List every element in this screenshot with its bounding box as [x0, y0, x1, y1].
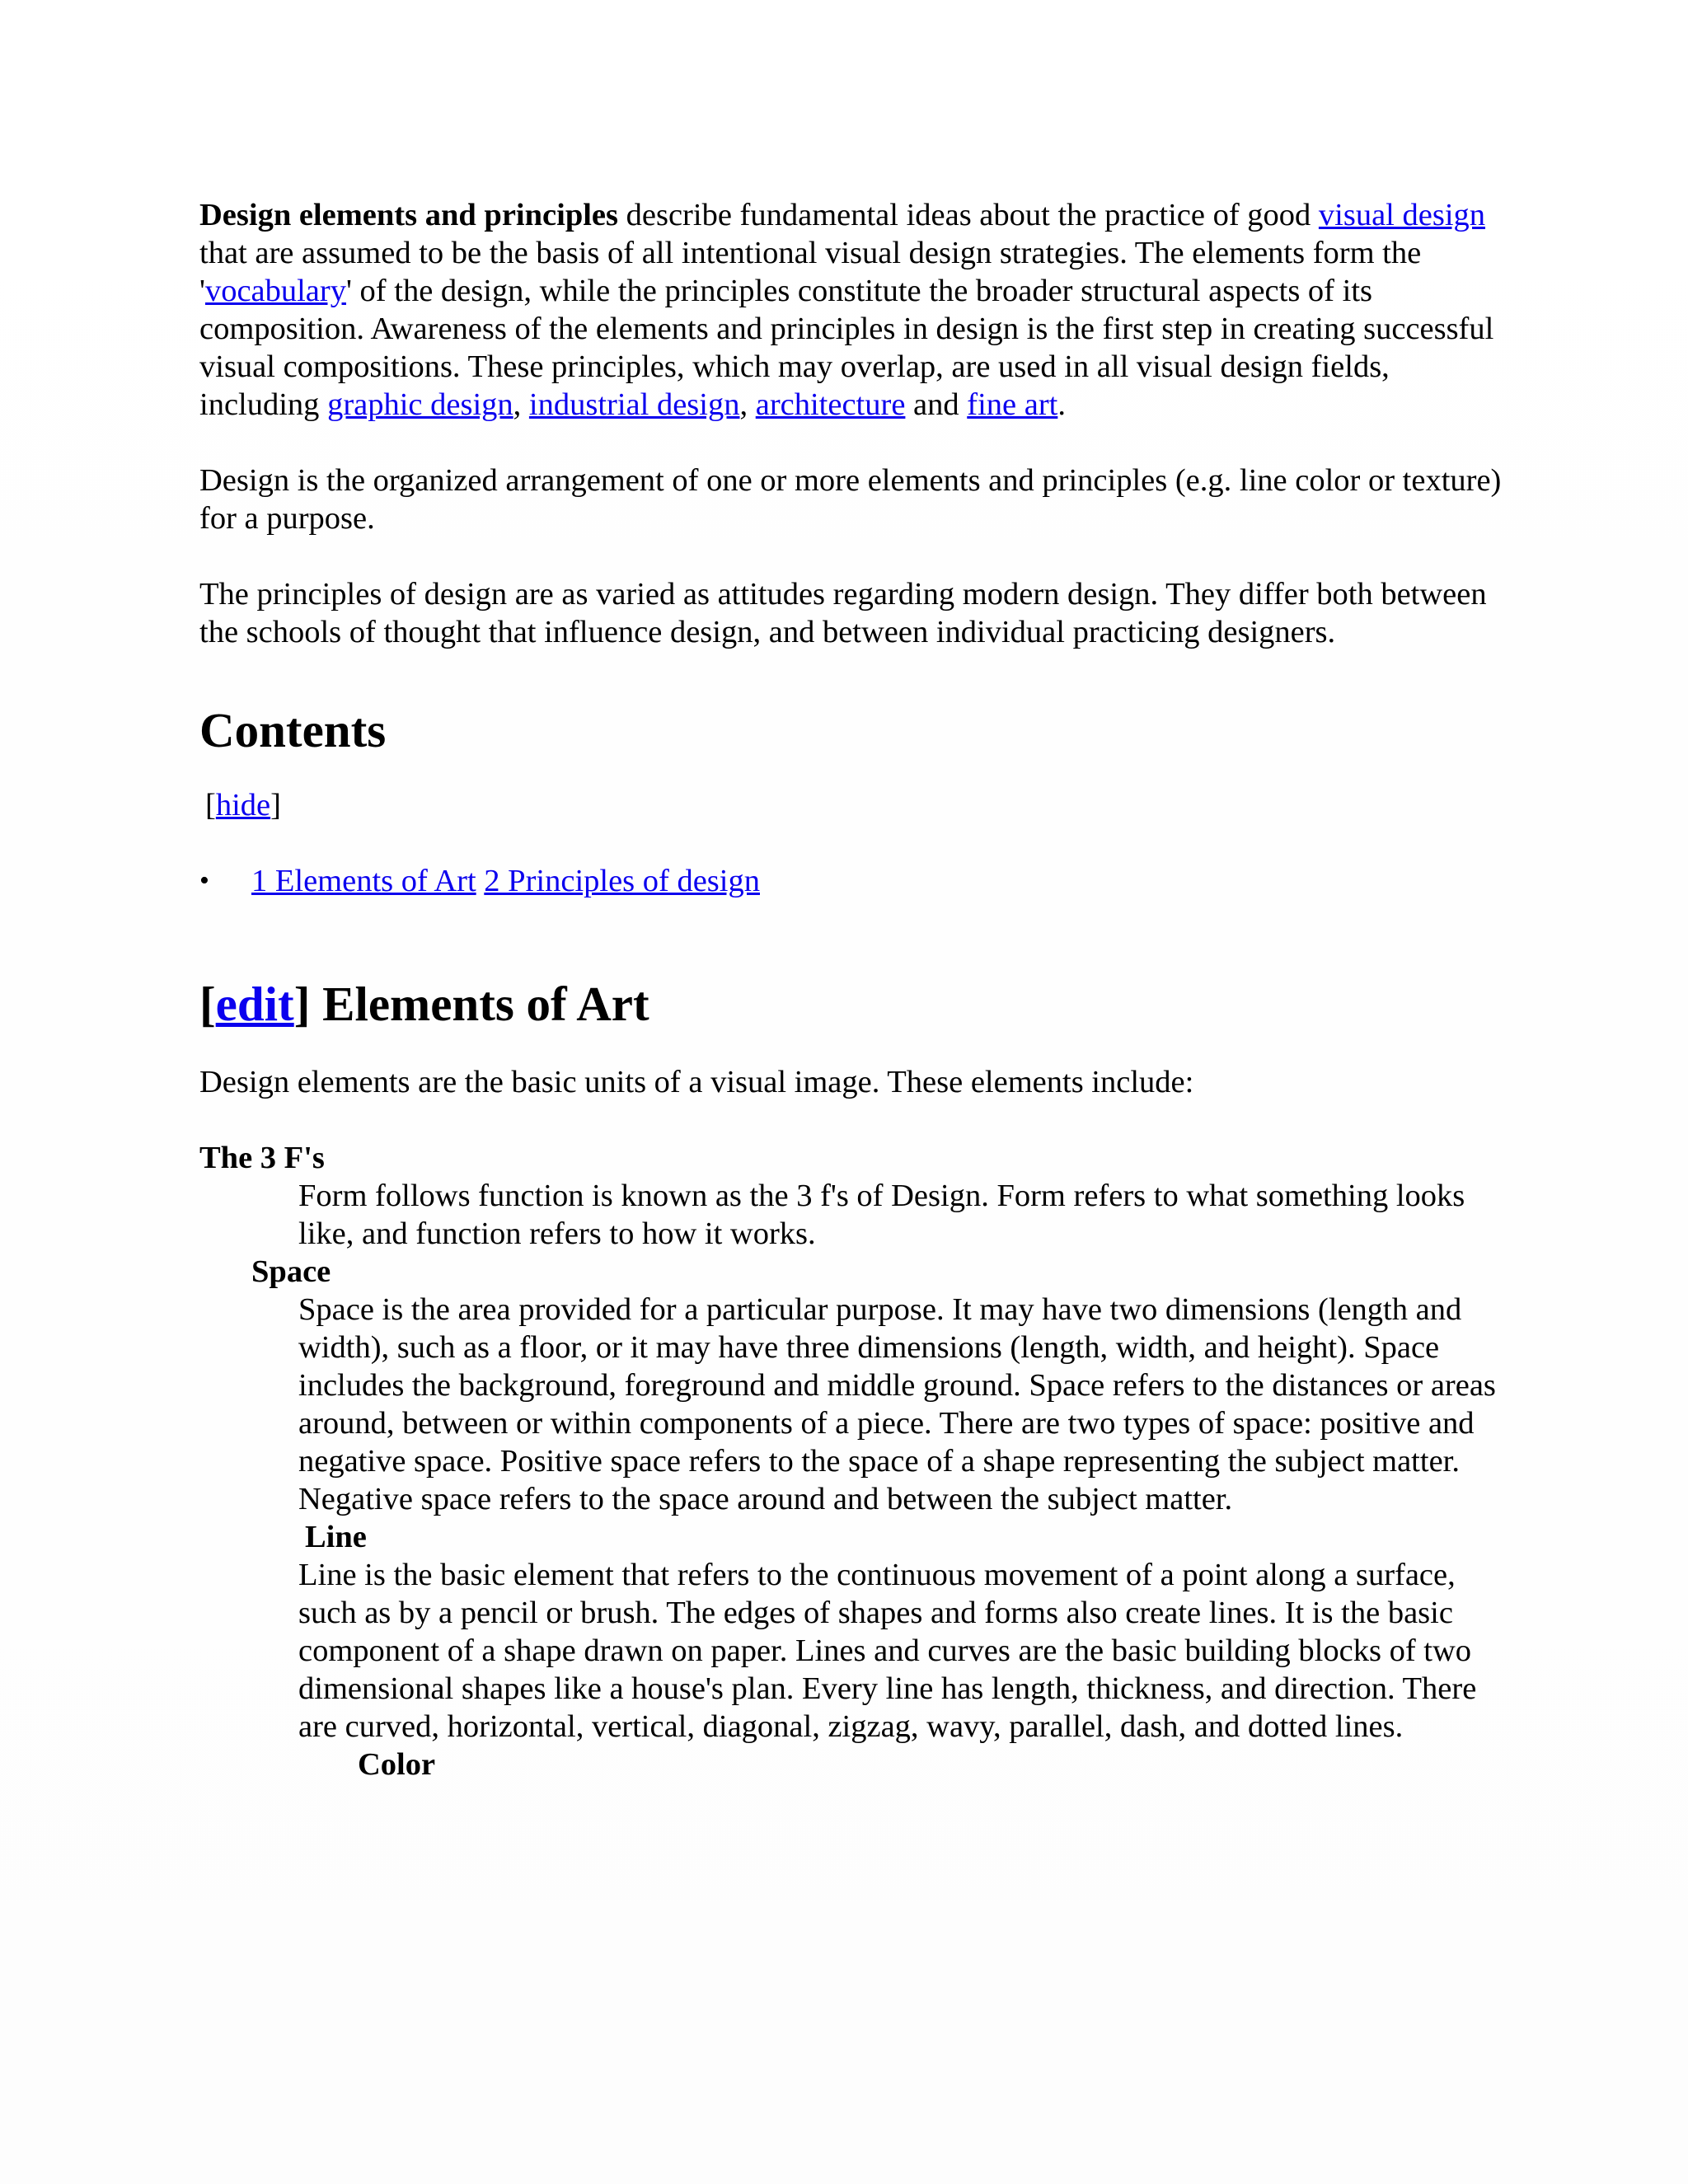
article-body: [199, 196, 1502, 1783]
intro-paragraph: [199, 196, 1502, 424]
term-line: Line: [305, 1520, 367, 1554]
elements-definition-list: [199, 1139, 1502, 1783]
bullet-icon: •: [199, 865, 209, 896]
hide-link[interactable]: hide: [215, 788, 271, 823]
intro-text-3: ' of the design, while the principles constitute the broader structural aspects of its composition. Awareness of the elements and principles in design is the first step in creating successful visual compositions. These principles, which may overlap, are used in all visual design fields, including: [199, 274, 1494, 422]
edit-close-bracket: ]: [293, 977, 311, 1031]
hide-close-bracket: ]: [270, 788, 281, 823]
edit-open-bracket: [: [199, 977, 216, 1031]
link-visual-design[interactable]: visual design: [1318, 198, 1486, 232]
toc-link-elements-of-art[interactable]: 1 Elements of Art: [251, 864, 476, 898]
section-title: Elements of Art: [310, 977, 649, 1031]
paragraph-design-definition: Design is the organized arrangement of one or more elements and principles (e.g. line color or texture) for a purpose.: [199, 463, 1502, 536]
link-graphic-design[interactable]: graphic design: [327, 387, 513, 422]
contents-heading: Contents: [199, 703, 387, 757]
section-intro: Design elements are the basic units of a visual image. These elements include:: [199, 1065, 1194, 1099]
toc-spacer: [476, 864, 485, 898]
edit-link[interactable]: edit: [215, 977, 294, 1031]
intro-text-1: describe fundamental ideas about the practice of good: [618, 198, 1319, 232]
intro-separator-1: ,: [513, 387, 529, 422]
intro-end-period: .: [1057, 387, 1066, 422]
section-heading-elements-of-art: [199, 976, 1502, 1032]
intro-text-2: that are assumed to be the basis of all intentional visual design strategies. The elements form the ': [199, 236, 1422, 308]
term-space: Space: [251, 1254, 331, 1289]
definition-line: Line is the basic element that refers to the continuous movement of a point along a surface, such as by a pencil or brush. The edges of shapes and forms also create lines. It is the basic component of a shape drawn on paper. Lines and curves are the basic building blocks of two dimensional shapes like a house's plan. Every line has length, thickness, and direction. There are curved, horizontal, vertical, diagonal, zigzag, wavy, parallel, dash, and dotted lines.: [298, 1558, 1477, 1744]
toc-list-item: [199, 862, 1502, 900]
hide-open-bracket: [: [205, 788, 216, 823]
definition-3-fs: Form follows function is known as the 3 f's of Design. Form refers to what something looks like, and function refers to how it works.: [298, 1179, 1465, 1251]
toc-link-principles-of-design[interactable]: 2 Principles of design: [484, 864, 760, 898]
term-color: Color: [358, 1747, 436, 1782]
table-of-contents: [199, 862, 1502, 900]
intro-bold-lead: Design elements and principles: [199, 198, 619, 232]
contents-hide-toggle: [199, 786, 1502, 824]
intro-separator-2: ,: [739, 387, 756, 422]
link-industrial-design[interactable]: industrial design: [528, 387, 740, 422]
link-vocabulary[interactable]: vocabulary: [204, 274, 346, 308]
link-architecture[interactable]: architecture: [755, 387, 906, 422]
paragraph-principles: The principles of design are as varied as attitudes regarding modern design. They differ both between the schools of thought that influence design, and between individual practicing designers.: [199, 577, 1487, 649]
intro-and-text: and: [905, 387, 968, 422]
link-fine-art[interactable]: fine art: [967, 387, 1058, 422]
definition-space: Space is the area provided for a particular purpose. It may have two dimensions (length and width), such as a floor, or it may have three dimensions (length, width, and height). Space includes the background, foreground and middle ground. Space refers to the distances or areas around, between or within components of a piece. There are two types of space: positive and negative space. Positive space refers to the space of a shape representing the subject matter. Negative space refers to the space around and between the subject matter.: [298, 1292, 1496, 1516]
term-3-fs: The 3 F's: [199, 1141, 325, 1175]
